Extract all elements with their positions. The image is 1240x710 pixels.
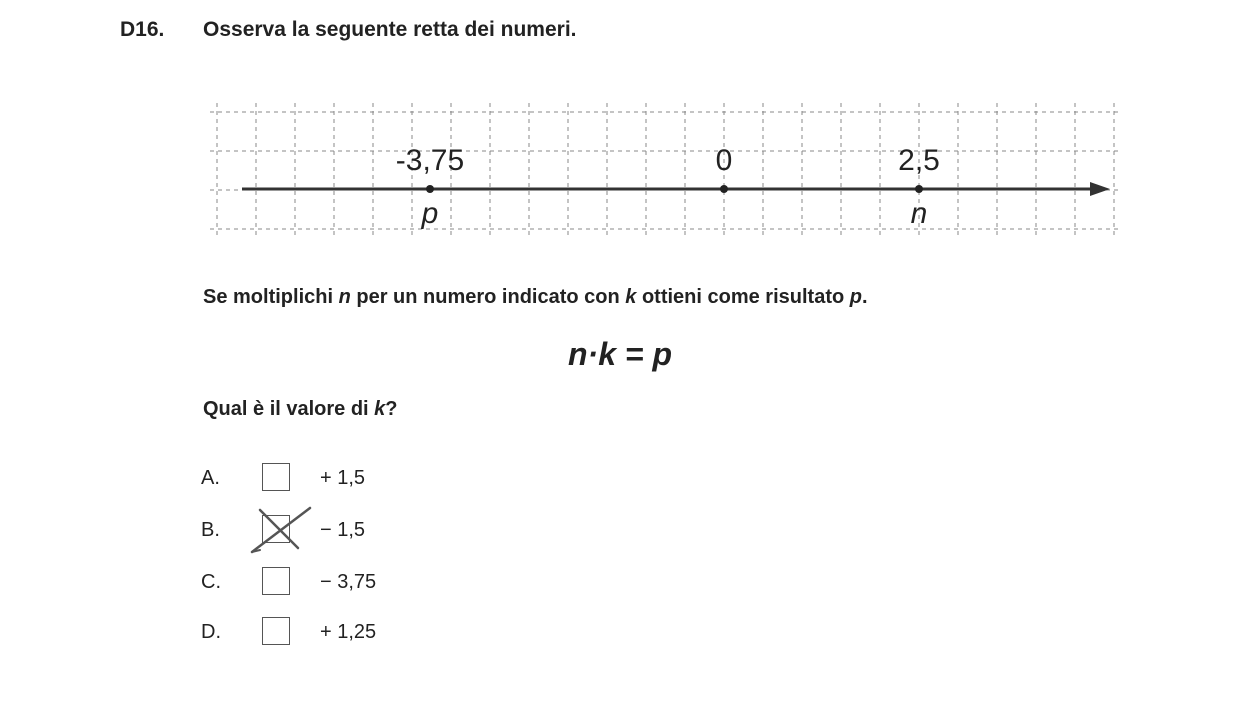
option-d bbox=[0, 615, 600, 649]
grid-horizontal-lines bbox=[210, 112, 1122, 229]
question-number: D16. bbox=[120, 18, 165, 41]
question-title: Osserva la seguente retta dei numeri. bbox=[203, 18, 577, 41]
option-letter: D. bbox=[201, 621, 221, 643]
point-n-dot bbox=[915, 185, 923, 193]
option-letter: A. bbox=[201, 467, 220, 489]
point-zero-dot bbox=[720, 185, 728, 193]
option-value: − 1,5 bbox=[320, 519, 366, 541]
grid-vertical-lines bbox=[217, 103, 1114, 235]
option-letter: C. bbox=[201, 571, 221, 593]
label-below-p: p bbox=[421, 197, 439, 230]
number-line-arrowhead bbox=[1090, 182, 1110, 196]
option-a-checkbox[interactable] bbox=[262, 463, 290, 491]
label-above-p: -3,75 bbox=[395, 144, 465, 177]
pencil-cross-mark-icon bbox=[246, 502, 316, 558]
formula: n·k = p bbox=[567, 336, 672, 372]
number-line-figure bbox=[200, 95, 1130, 240]
option-value: − 3,75 bbox=[320, 571, 377, 593]
question-statement: Se moltiplichi n per un numero indicato con k ottieni come risultato p. bbox=[203, 286, 868, 308]
option-c bbox=[0, 565, 600, 599]
label-above-n: 2,5 bbox=[898, 144, 940, 177]
option-d-checkbox[interactable] bbox=[262, 617, 290, 645]
point-p-dot bbox=[426, 185, 434, 193]
label-below-n: n bbox=[910, 197, 928, 230]
option-value: + 1,5 bbox=[320, 467, 366, 489]
question-ask: Qual è il valore di k? bbox=[203, 398, 398, 420]
option-a bbox=[0, 461, 600, 495]
option-c-checkbox[interactable] bbox=[262, 567, 290, 595]
option-letter: B. bbox=[201, 519, 220, 541]
option-value: + 1,25 bbox=[320, 621, 377, 643]
label-above-zero: 0 bbox=[715, 144, 733, 177]
